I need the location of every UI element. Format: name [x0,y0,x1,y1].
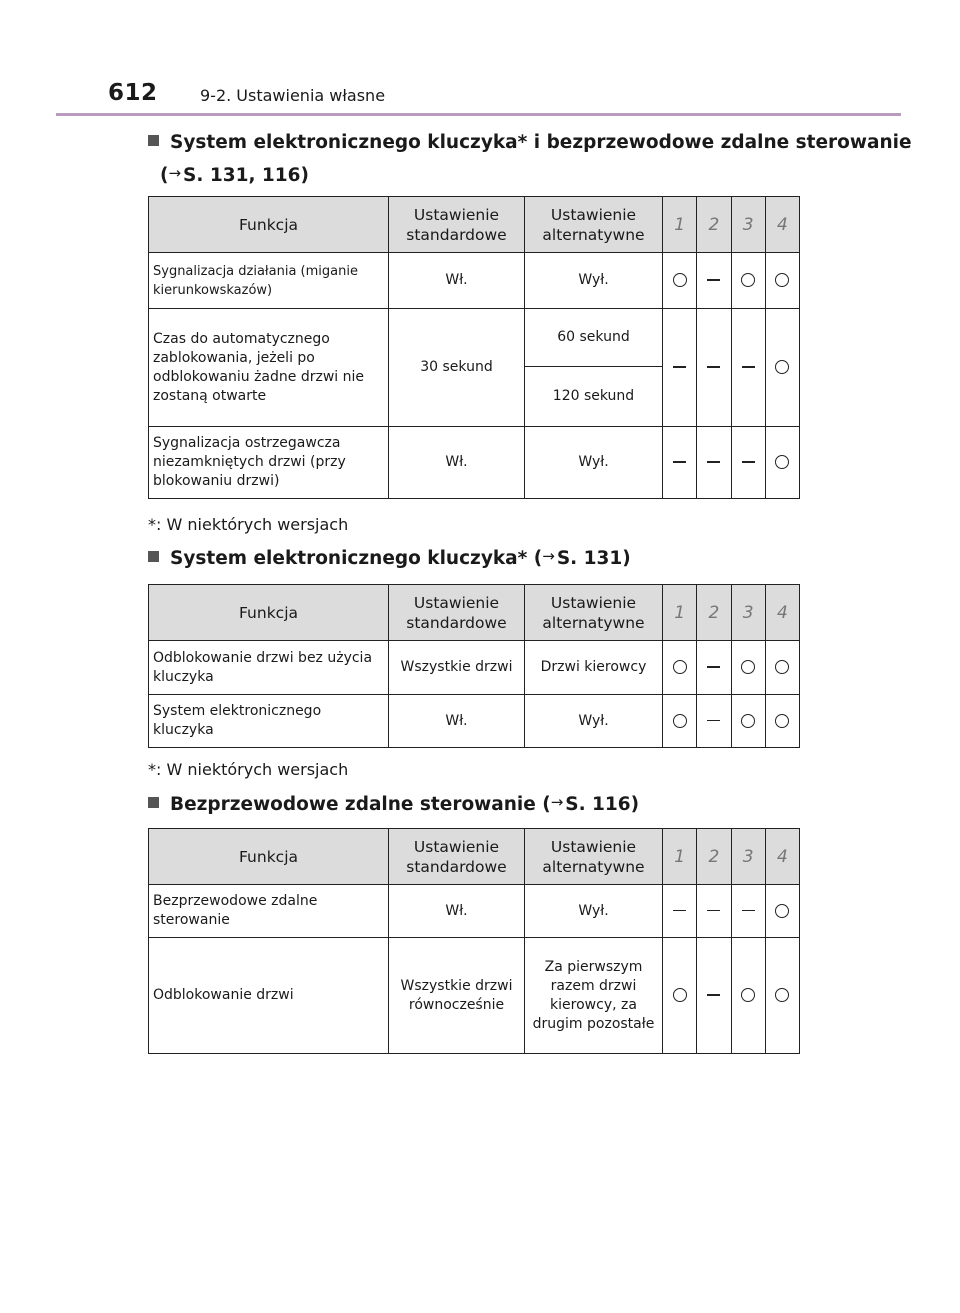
col-2: 2 [697,829,731,885]
col-function: Funkcja [149,585,389,641]
dash-mark-icon [731,309,765,427]
function-cell: Odblokowanie drzwi [149,938,389,1054]
circle-mark-icon [765,695,799,748]
square-bullet-icon [148,551,159,562]
circle-mark-icon [663,641,697,695]
function-cell: System elektronicznego kluczyka [149,695,389,748]
col-standard: Ustawienie standardowe [389,585,525,641]
circle-mark-icon [765,885,799,938]
alternative-cell: Wył. [525,695,663,748]
circle-mark-icon [765,253,799,309]
col-standard: Ustawienie standardowe [389,829,525,885]
section1-ref: S. 131, 116) [183,165,309,186]
dash-mark-icon [697,938,731,1054]
table-row [149,641,800,695]
section3-heading [148,787,639,820]
section1-ref-open: ( [160,165,169,186]
section1-title: System elektronicznego kluczyka* i bezprzewodowe zdalne sterowanie [170,132,912,153]
footnote-2: *: W niektórych wersjach [148,760,349,779]
circle-mark-icon [765,427,799,499]
section2-title: System elektronicznego kluczyka* ( [170,548,543,569]
arrow-right-icon: → [550,793,564,811]
settings-table-1 [148,196,800,499]
table-row [149,938,800,1054]
dash-mark-icon [697,427,731,499]
function-cell: Czas do automatycznego zablokowania, jeżeli po odblokowaniu żadne drzwi nie zostaną otwarte [149,309,389,427]
col-3: 3 [731,585,765,641]
alternative-cell: Drzwi kierowcy [525,641,663,695]
col-alternative: Ustawienie alternatywne [525,197,663,253]
arrow-right-icon: → [168,164,182,182]
dash-mark-icon [731,885,765,938]
col-3: 3 [731,829,765,885]
function-cell: Odblokowanie drzwi bez użycia kluczyka [149,641,389,695]
square-bullet-icon [148,797,159,808]
standard-cell: Wł. [389,695,525,748]
page-number: 612 [108,80,158,106]
section-heading: 9-2. Ustawienia własne [200,86,386,105]
col-3: 3 [731,197,765,253]
circle-mark-icon [731,641,765,695]
table-header-row [149,585,800,641]
circle-mark-icon [765,641,799,695]
alternative-cell: Wył. [525,253,663,309]
standard-cell: Wszystkie drzwi [389,641,525,695]
settings-table-3 [148,828,800,1054]
table-row [149,885,800,938]
dash-mark-icon [731,427,765,499]
footnote-1: *: W niektórych wersjach [148,515,349,534]
function-cell: Sygnalizacja działania (miganie kierunkowskazów) [149,253,389,309]
header-rule [56,113,901,116]
table-header-row [149,197,800,253]
section2-ref: S. 131) [556,548,631,569]
dash-mark-icon [663,885,697,938]
alternative-cell: Wył. [525,427,663,499]
dash-mark-icon [663,309,697,427]
circle-mark-icon [663,253,697,309]
col-2: 2 [697,585,731,641]
col-1: 1 [663,585,697,641]
alternative-cell: 120 sekund [525,367,663,427]
section3-title: Bezprzewodowe zdalne sterowanie ( [170,794,551,815]
col-1: 1 [663,197,697,253]
alternative-cell: Wył. [525,885,663,938]
dash-mark-icon [697,309,731,427]
function-cell: Sygnalizacja ostrzegawcza niezamkniętych drzwi (przy blokowaniu drzwi) [149,427,389,499]
circle-mark-icon [765,938,799,1054]
section1-heading [148,128,912,191]
col-alternative: Ustawienie alternatywne [525,829,663,885]
standard-cell: 30 sekund [389,309,525,427]
col-function: Funkcja [149,829,389,885]
col-4: 4 [765,197,799,253]
col-alternative: Ustawienie alternatywne [525,585,663,641]
table-header-row [149,829,800,885]
col-2: 2 [697,197,731,253]
alternative-cell: Za pierwszym razem drzwi kierowcy, za drugim pozostałe [525,938,663,1054]
circle-mark-icon [663,938,697,1054]
section3-ref: S. 116) [565,794,640,815]
col-function: Funkcja [149,197,389,253]
table-row [149,309,800,367]
section2-heading [148,541,631,574]
standard-cell: Wł. [389,427,525,499]
function-cell: Bezprzewodowe zdalne sterowanie [149,885,389,938]
dash-mark-icon [697,253,731,309]
col-4: 4 [765,829,799,885]
table-row [149,695,800,748]
dash-mark-icon [697,695,731,748]
arrow-right-icon: → [542,547,555,565]
standard-cell: Wszystkie drzwi równocześnie [389,938,525,1054]
col-standard: Ustawienie standardowe [389,197,525,253]
alternative-cell: 60 sekund [525,309,663,367]
dash-mark-icon [697,641,731,695]
square-bullet-icon [148,135,159,146]
circle-mark-icon [663,695,697,748]
dash-mark-icon [663,427,697,499]
dash-mark-icon [697,885,731,938]
table-row [149,253,800,309]
standard-cell: Wł. [389,253,525,309]
table-row [149,427,800,499]
circle-mark-icon [731,695,765,748]
settings-table-2 [148,584,800,748]
circle-mark-icon [765,309,799,427]
standard-cell: Wł. [389,885,525,938]
circle-mark-icon [731,938,765,1054]
circle-mark-icon [731,253,765,309]
page-header [0,0,960,118]
col-4: 4 [765,585,799,641]
col-1: 1 [663,829,697,885]
